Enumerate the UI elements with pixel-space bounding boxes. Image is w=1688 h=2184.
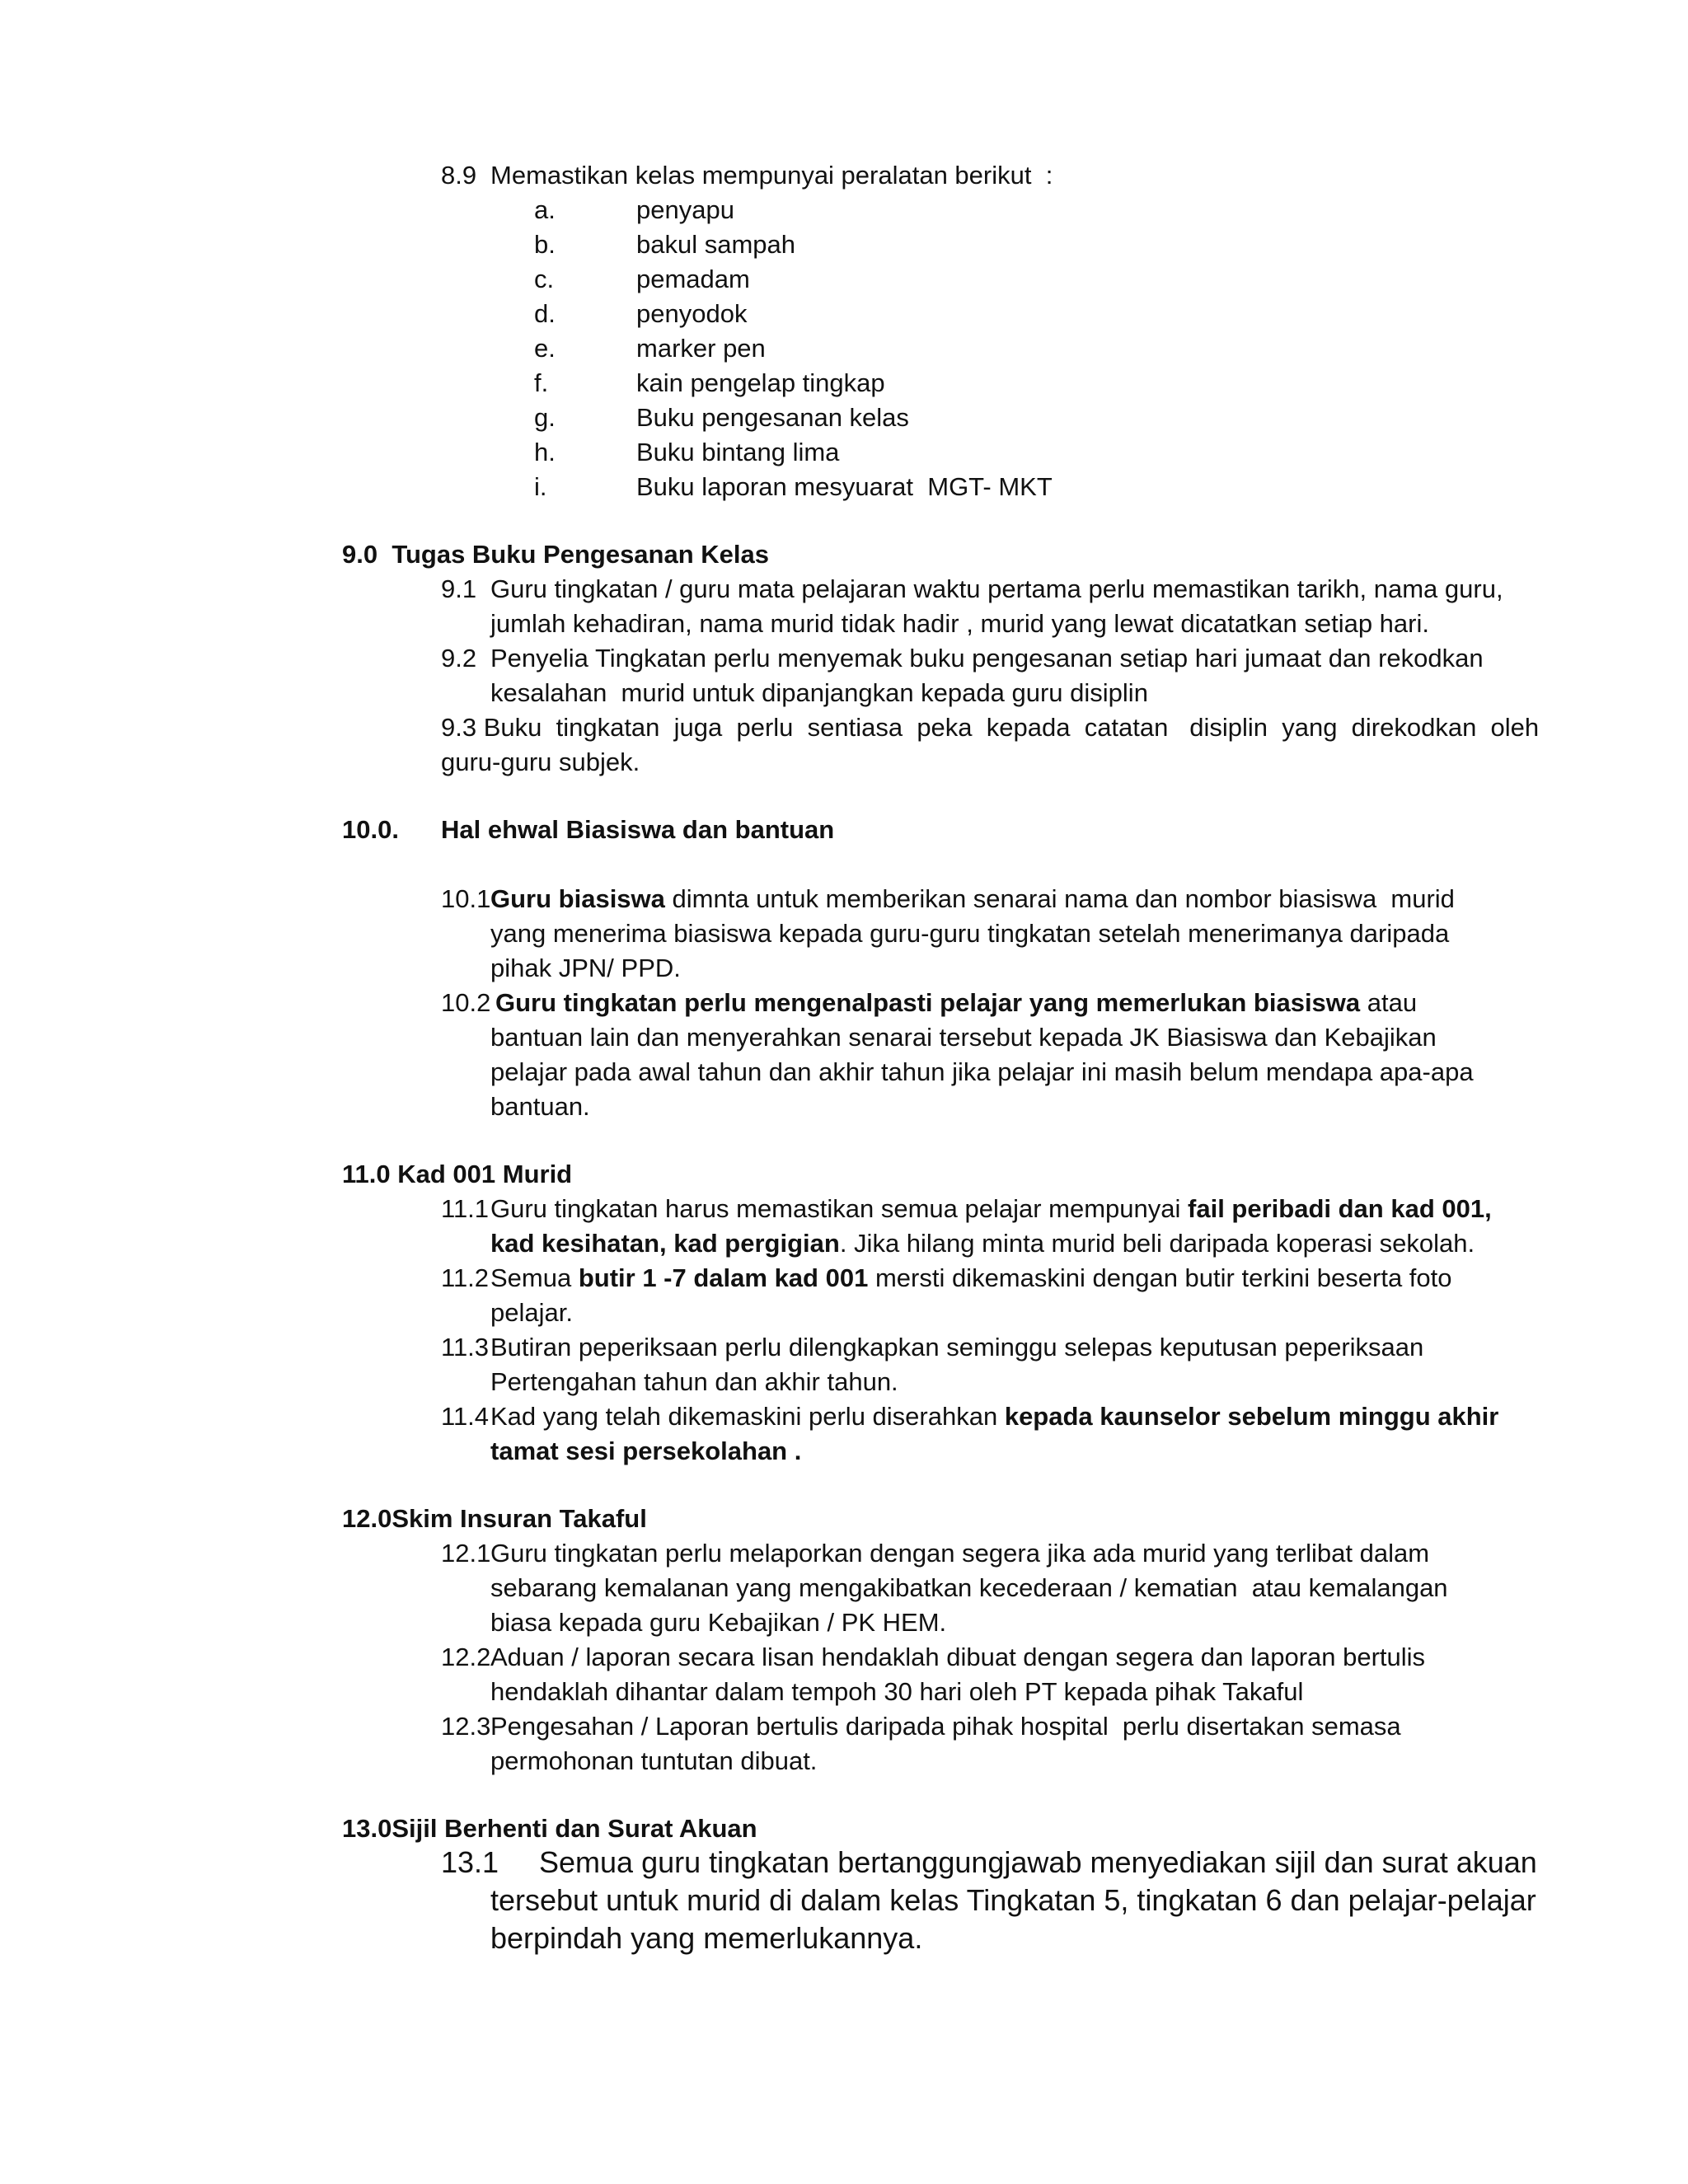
text-run: Guru tingkatan harus memastikan semua pelajar mempunyai <box>490 1194 1189 1223</box>
item-13-1-line1: Semua guru tingkatan bertanggungjawab menyediakan sijil dan surat akuan <box>539 1845 1537 1879</box>
item-8-9-number: 8.9 <box>441 161 477 190</box>
list-item: pemadam <box>636 265 750 293</box>
section-title-10: Hal ehwal Biasiswa dan bantuan <box>441 815 835 844</box>
text-run: Semua <box>490 1263 579 1292</box>
item-9-1-number: 9.1 <box>441 574 477 603</box>
text-run: . Jika hilang minta murid beli daripada koperasi sekolah. <box>839 1229 1475 1258</box>
section-heading-12: 12.0Skim Insuran Takaful <box>342 1504 647 1533</box>
item-12-1-number: 12.1 <box>441 1539 491 1568</box>
list-item: Buku pengesanan kelas <box>636 403 909 432</box>
item-11-2-line2: pelajar. <box>490 1298 573 1327</box>
list-item: penyodok <box>636 299 748 328</box>
section-heading-11: 11.0 Kad 001 Murid <box>342 1160 573 1188</box>
item-10-2-line4: bantuan. <box>490 1092 590 1121</box>
list-item: Buku bintang lima <box>636 438 840 466</box>
item-9-2-line1: Penyelia Tingkatan perlu menyemak buku pengesanan setiap hari jumaat dan rekodkan <box>490 644 1484 673</box>
item-10-2-number: 10.2 <box>441 988 491 1017</box>
item-11-3-line1: Butiran peperiksaan perlu dilengkapkan seminggu selepas keputusan peperiksaan <box>490 1333 1424 1361</box>
item-12-1-line1: Guru tingkatan perlu melaporkan dengan segera jika ada murid yang terlibat dalam <box>490 1539 1430 1568</box>
item-9-3-line1: 9.3 Buku tingkatan juga perlu sentiasa peka kepada catatan disiplin yang direkodkan oleh <box>441 713 1540 742</box>
item-12-2-line2: hendaklah dihantar dalam tempoh 30 hari oleh PT kepada pihak Takaful <box>490 1677 1304 1706</box>
item-9-3-line2: guru-guru subjek. <box>441 748 640 776</box>
bold-phrase: fail peribadi dan kad 001, <box>1188 1194 1492 1223</box>
text-run: Kad yang telah dikemaskini perlu diserahkan <box>490 1402 1005 1431</box>
item-13-1-line3: berpindah yang memerlukannya. <box>490 1921 923 1955</box>
item-12-1-line2: sebarang kemalanan yang mengakibatkan kecederaan / kematian atau kemalangan <box>490 1573 1448 1602</box>
item-12-2-line1: Aduan / laporan secara lisan hendaklah dibuat dengan segera dan laporan bertulis <box>490 1643 1426 1671</box>
item-11-4-number: 11.4 <box>441 1402 490 1431</box>
list-item: kain pengelap tingkap <box>636 368 885 397</box>
item-12-3-line1: Pengesahan / Laporan bertulis daripada pihak hospital perlu disertakan semasa <box>490 1712 1401 1741</box>
item-9-1-line1: Guru tingkatan / guru mata pelajaran waktu pertama perlu memastikan tarikh, nama guru, <box>490 574 1503 603</box>
item-12-2-number: 12.2 <box>441 1643 491 1671</box>
bold-phrase: kepada kaunselor sebelum minggu akhir <box>1004 1402 1499 1431</box>
item-10-1-line3: pihak JPN/ PPD. <box>490 954 681 982</box>
list-letter: a. <box>534 195 556 224</box>
item-11-2-line1 <box>490 1261 1452 1296</box>
item-11-1-line1 <box>490 1192 1492 1226</box>
list-letter: h. <box>534 438 556 466</box>
item-11-1-line2 <box>490 1226 1475 1261</box>
item-11-1-number: 11.1 <box>441 1194 490 1223</box>
item-10-1-line1 <box>490 882 1455 916</box>
bold-phrase: butir 1 -7 dalam kad 001 <box>578 1263 869 1292</box>
item-10-2-line1 <box>495 986 1417 1020</box>
text-run: mersti dikemaskini dengan butir terkini beserta foto <box>868 1263 1452 1292</box>
list-letter: d. <box>534 299 556 328</box>
list-letter: f. <box>534 368 549 397</box>
list-letter: e. <box>534 334 556 363</box>
item-11-4-line1 <box>490 1399 1498 1434</box>
item-9-1-line2: jumlah kehadiran, nama murid tidak hadir , murid yang lewat dicatatkan setiap hari. <box>490 609 1429 638</box>
item-11-4-line2: tamat sesi persekolahan . <box>490 1436 802 1465</box>
text-run: dimnta untuk memberikan senarai nama dan nombor biasiswa murid <box>664 884 1455 913</box>
list-letter: c. <box>534 265 555 293</box>
section-heading-9: 9.0 Tugas Buku Pengesanan Kelas <box>342 540 769 569</box>
list-item: marker pen <box>636 334 766 363</box>
list-letter: i. <box>534 472 547 501</box>
item-13-1-line2: tersebut untuk murid di dalam kelas Tingkatan 5, tingkatan 6 dan pelajar-pelajar <box>490 1883 1536 1917</box>
item-12-3-line2: permohonan tuntutan dibuat. <box>490 1746 818 1775</box>
bold-phrase: Guru tingkatan perlu mengenalpasti pelajar yang memerlukan biasiswa <box>495 988 1361 1017</box>
item-8-9-text: Memastikan kelas mempunyai peralatan berikut : <box>490 161 1053 190</box>
list-letter: g. <box>534 403 556 432</box>
item-11-3-line2: Pertengahan tahun dan akhir tahun. <box>490 1367 898 1396</box>
bold-phrase: Guru biasiswa <box>490 884 665 913</box>
item-10-2-line2: bantuan lain dan menyerahkan senarai tersebut kepada JK Biasiswa dan Kebajikan <box>490 1023 1437 1052</box>
item-12-1-line3: biasa kepada guru Kebajikan / PK HEM. <box>490 1608 947 1637</box>
item-10-1-number: 10.1 <box>441 884 491 913</box>
item-11-2-number: 11.2 <box>441 1263 490 1292</box>
item-9-2-number: 9.2 <box>441 644 477 673</box>
list-item: penyapu <box>636 195 734 224</box>
item-13-1-number: 13.1 <box>441 1845 499 1879</box>
list-item: bakul sampah <box>636 230 796 259</box>
item-11-3-number: 11.3 <box>441 1333 490 1361</box>
item-10-1-line2: yang menerima biasiswa kepada guru-guru tingkatan setelah menerimanya daripada <box>490 919 1450 948</box>
list-item: Buku laporan mesyuarat MGT- MKT <box>636 472 1053 501</box>
list-letter: b. <box>534 230 556 259</box>
section-number-10: 10.0. <box>342 815 399 844</box>
item-12-3-number: 12.3 <box>441 1712 491 1741</box>
bold-phrase: kad kesihatan, kad pergigian <box>490 1229 840 1258</box>
text-run: atau <box>1360 988 1418 1017</box>
item-10-2-line3: pelajar pada awal tahun dan akhir tahun jika pelajar ini masih belum mendapa apa-apa <box>490 1057 1474 1086</box>
item-9-2-line2: kesalahan murid untuk dipanjangkan kepada guru disiplin <box>490 678 1148 707</box>
section-heading-13: 13.0Sijil Berhenti dan Surat Akuan <box>342 1814 757 1843</box>
